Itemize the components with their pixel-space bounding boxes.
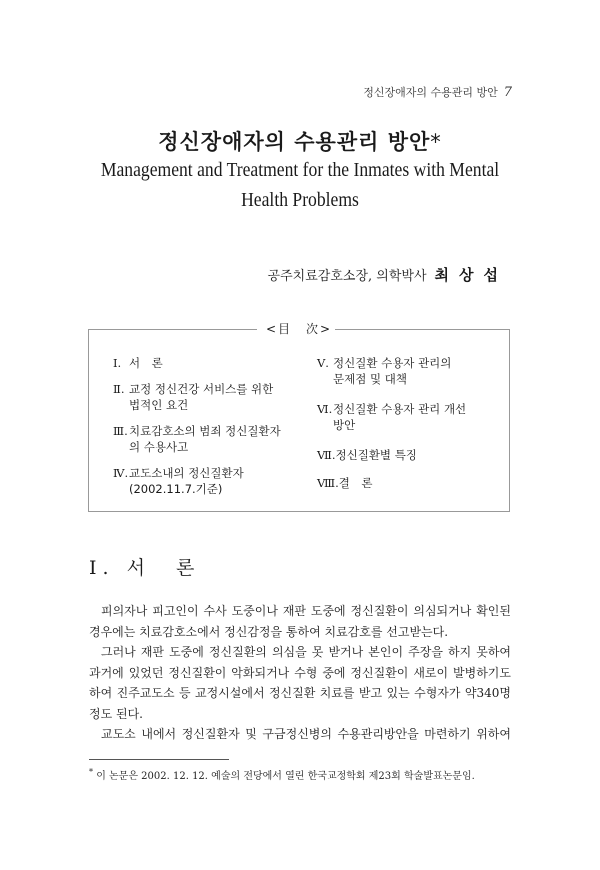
- paragraph: [89, 642, 511, 724]
- page-number: 7: [503, 85, 512, 100]
- toc-item-number: Ⅶ.: [317, 448, 336, 462]
- toc-item-number: Ⅱ.: [113, 382, 125, 396]
- toc-item: [113, 423, 293, 455]
- toc-item-label: 정신질환 수용자 관리의: [333, 356, 452, 370]
- toc-item-label-cont: 문제점 및 대책: [333, 372, 407, 386]
- toc-item-label: 치료감호소의 범죄 정신질환자: [129, 424, 281, 438]
- toc-item: [113, 355, 293, 371]
- text-line: 하여 진주교도소 등 교정시설에서 정신질환 치료를 받고 있는 수형자가 약340명: [89, 686, 511, 700]
- toc-item-label-cont: 의 수용사고: [129, 440, 189, 454]
- title-english-line2: Health Problems: [241, 189, 359, 211]
- toc-item-label-cont: 방안: [333, 418, 356, 432]
- text-line: 정도 된다.: [89, 706, 143, 721]
- author-line: [268, 264, 508, 285]
- toc-item-number: Ⅴ.: [317, 356, 329, 370]
- title-english-line1: Management and Treatment for the Inmates with Mental: [100, 159, 500, 181]
- footnote-mark: *: [89, 767, 93, 777]
- title-korean: 정신장애자의 수용관리 방안: [158, 130, 431, 154]
- text-line: 교도소 내에서 정신질환자 및 구금정신병의 수용관리방안을 마련하기 위하여: [101, 727, 511, 741]
- toc-item: [317, 447, 497, 463]
- toc-item-label: 교정 정신건강 서비스를 위한: [129, 382, 274, 396]
- author-affiliation: 공주치료감호소장, 의학박사: [267, 269, 427, 284]
- title-english: [89, 155, 511, 215]
- toc-item: [113, 465, 293, 497]
- toc-item: [317, 401, 497, 433]
- toc-item: [113, 381, 293, 413]
- toc-item-number: Ⅷ.: [317, 476, 339, 490]
- text-line: 과거에 있었던 정신질환이 악화되거나 수형 중에 정신질환이 새로이 발병하기도: [89, 665, 511, 680]
- toc-item: [317, 475, 497, 491]
- running-header: [363, 84, 512, 100]
- toc-item-number: Ⅰ.: [113, 356, 122, 370]
- paragraph: [89, 724, 511, 745]
- toc-item-number: Ⅳ.: [113, 466, 129, 480]
- title-korean-block: [0, 126, 600, 156]
- toc-item-label: 정신질환 수용자 관리 개선: [333, 402, 467, 416]
- footnote: [89, 767, 511, 782]
- author-name: 최상섭: [434, 266, 508, 284]
- section-heading: Ⅰ. 서 론: [89, 557, 201, 579]
- footnote-text: 이 논문은 2002. 12. 12. 예술의 전당에서 열린 한국교정학회 제23회 학술발표논문임.: [96, 771, 475, 782]
- table-of-contents: [88, 322, 510, 512]
- toc-item-label-cont: (2002.11.7.기준): [129, 482, 223, 496]
- running-title: 정신장애자의 수용관리 방안: [363, 86, 498, 99]
- title-footnote-mark: *: [430, 130, 442, 154]
- toc-item-number: Ⅲ.: [113, 424, 128, 438]
- footnote-rule: [89, 759, 229, 760]
- text-line: 그러나 재판 도중에 정신질환의 의심을 못 받거나 본인이 주장을 하지 못하여: [101, 645, 511, 659]
- text-line: 경우에는 치료감호소에서 정신감정을 통하여 치료감호를 선고받는다.: [89, 624, 449, 639]
- toc-item-label: 교도소내의 정신질환자: [129, 466, 244, 480]
- text-line: 피의자나 피고인이 수사 도중이나 재판 도중에 정신질환이 의심되거나 확인된: [101, 604, 511, 618]
- toc-heading: <目 次>: [265, 322, 333, 336]
- toc-item-label: 서 론: [129, 356, 163, 370]
- toc-item: [317, 355, 497, 387]
- toc-item-label: 정신질환별 특징: [335, 448, 417, 462]
- toc-item-number: Ⅵ.: [317, 402, 333, 416]
- body-text: [89, 601, 511, 745]
- toc-item-label-cont: 법적인 요건: [129, 398, 189, 412]
- toc-item-label: 결 론: [338, 476, 373, 490]
- paragraph: [89, 601, 511, 642]
